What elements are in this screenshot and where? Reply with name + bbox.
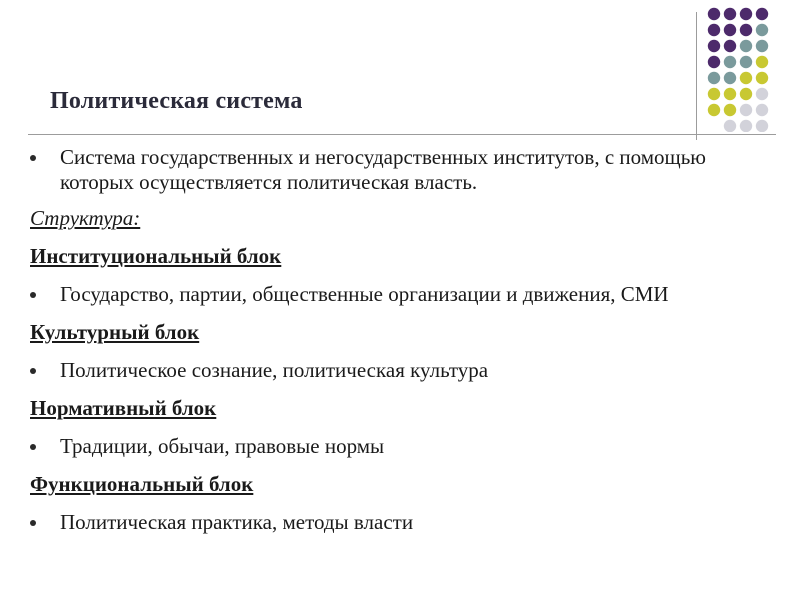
block-item-cultural <box>30 358 780 383</box>
decorative-dot <box>740 56 752 68</box>
vertical-divider <box>696 12 697 140</box>
intro-text: Система государственных и негосударственных институтов, с помощью которых осуществляется политическая власть. <box>60 145 706 194</box>
decorative-dot <box>740 40 752 52</box>
bullet-icon <box>30 520 36 526</box>
decorative-dot <box>708 104 720 116</box>
decorative-dot <box>740 104 752 116</box>
decorative-dot <box>756 24 768 36</box>
decorative-dot <box>708 88 720 100</box>
decorative-dot <box>708 56 720 68</box>
decorative-dot <box>756 56 768 68</box>
structure-label: Структура: <box>30 206 141 230</box>
bullet-icon <box>30 368 36 374</box>
slide-content <box>30 145 780 535</box>
block-item-normative <box>30 434 780 459</box>
block-heading-functional: Функциональный блок <box>30 472 254 496</box>
page-title: Политическая система <box>50 88 303 114</box>
decorative-dot <box>756 104 768 116</box>
decorative-dot <box>724 40 736 52</box>
decorative-dot <box>708 24 720 36</box>
decorative-dot <box>740 120 752 132</box>
decorative-dot <box>724 56 736 68</box>
block-item-functional <box>30 510 780 535</box>
decorative-dot <box>756 88 768 100</box>
block-heading-institutional: Институциональный блок <box>30 244 282 268</box>
block-item-text: Политическая практика, методы власти <box>60 510 414 534</box>
decorative-dot <box>756 8 768 20</box>
block-item-text: Традиции, обычаи, правовые нормы <box>60 434 385 458</box>
block-item-text: Государство, партии, общественные организации и движения, СМИ <box>60 282 669 306</box>
intro-bullet <box>30 145 780 195</box>
decorative-dot <box>724 120 736 132</box>
block-item-text: Политическое сознание, политическая культура <box>60 358 489 382</box>
bullet-icon <box>30 292 36 298</box>
block-heading-cultural: Культурный блок <box>30 320 200 344</box>
block-item-institutional <box>30 282 780 307</box>
decorative-dot <box>740 8 752 20</box>
decorative-dot <box>740 72 752 84</box>
decorative-dot <box>708 8 720 20</box>
block-heading-normative: Нормативный блок <box>30 396 217 420</box>
decorative-dot <box>756 72 768 84</box>
decorative-dot <box>740 24 752 36</box>
decorative-dot <box>724 72 736 84</box>
bullet-icon <box>30 155 36 161</box>
decorative-dot <box>724 104 736 116</box>
decorative-dot <box>708 40 720 52</box>
decorative-dot <box>724 8 736 20</box>
horizontal-divider <box>28 134 776 135</box>
decorative-dot-grid <box>706 6 790 132</box>
decorative-dot <box>756 40 768 52</box>
decorative-dot <box>724 24 736 36</box>
decorative-dot <box>708 72 720 84</box>
decorative-dot <box>724 88 736 100</box>
decorative-dot <box>756 120 768 132</box>
decorative-dot <box>740 88 752 100</box>
bullet-icon <box>30 444 36 450</box>
